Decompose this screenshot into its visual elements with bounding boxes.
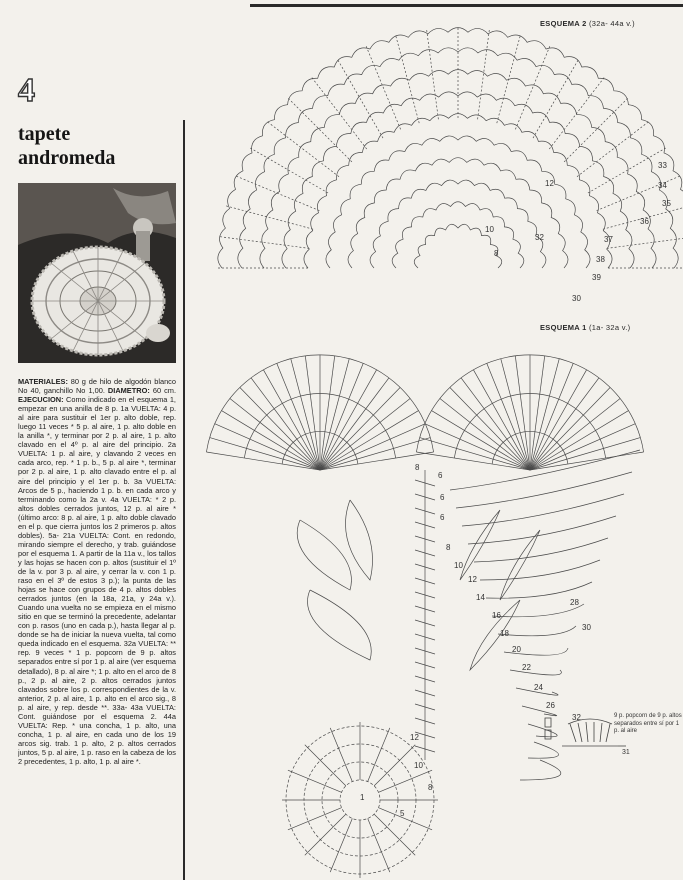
scheme-1-fan-rib: [291, 359, 320, 470]
scheme-1-round-number: 20: [512, 645, 521, 654]
scheme-1-fan-rib: [264, 370, 321, 470]
scheme-1-fan-rib: [530, 370, 587, 470]
execution-label: EJECUCION:: [18, 395, 64, 405]
scheme-1-fan-rib: [416, 452, 530, 470]
scheme-1-fan-rib: [530, 452, 644, 470]
scheme-2-round-number: 38: [596, 255, 605, 264]
scheme-1-net: [510, 670, 561, 675]
scheme-2-round-number: 30: [572, 294, 581, 303]
scheme-1-fan-rib: [210, 438, 320, 470]
scheme-1-fan-rib: [320, 438, 430, 470]
legend-text: 9 p. popcorn de 9 p. altos separados entre sí por 1 p. al aire: [614, 713, 682, 734]
scheme-2-round-number: 34: [658, 181, 667, 190]
title-line-1: tapete: [18, 123, 71, 145]
scheme-2-round-number: 8: [494, 249, 499, 258]
scheme-1-fan-rib: [530, 359, 559, 470]
scheme-2-round-number: 32: [535, 233, 544, 242]
scheme-2-radial: [220, 237, 309, 249]
scheme-1-round-number: 10: [414, 761, 423, 770]
scheme-1-leaf: [460, 510, 500, 580]
scheme-1-net: [456, 472, 632, 508]
scheme-2-radial: [396, 36, 419, 123]
scheme-2-radial: [607, 237, 683, 249]
pattern-title: [18, 122, 183, 170]
pattern-number: 4: [18, 72, 35, 109]
doily-photo: [18, 183, 176, 363]
scheme-1-round-number: 8: [446, 543, 451, 552]
scheme-1-net: [450, 450, 640, 490]
scheme-1-round-number: 1: [360, 793, 365, 802]
scheme-2-round-number: 36: [640, 217, 649, 226]
materials-label: MATERIALES:: [18, 377, 68, 386]
scheme-1-fan-rib: [206, 452, 320, 470]
legend-round-number: 31: [622, 749, 630, 756]
scheme-1-fan-rib: [501, 359, 530, 470]
scheme-2-radial: [478, 30, 490, 119]
scheme-1-round-number: 6: [440, 513, 445, 522]
scheme-1-leaf: [297, 520, 351, 590]
diameter-text: 60 cm.: [152, 386, 176, 396]
top-rule: [250, 4, 683, 7]
scheme-2-diagram: [200, 18, 683, 328]
scheme-2-range: (32a- 44a v.): [589, 19, 635, 28]
scheme-1-round-number: 14: [476, 593, 485, 602]
scheme-1-fan-rib: [474, 370, 531, 470]
scheme-1-round-number: 32: [572, 713, 581, 722]
scheme-1-net: [498, 626, 576, 636]
execution-text: Como indicado en el esquema 1, empezar en una anilla de 8 p. 1a VUELTA: 4 p. al aire para sustituir el 1er p. alto doble, rep. luego 11 veces * 5 p. al aire, 1 p. alto doble en la anilla *, y terminar por 2 p. al aire, 1 p. alto clavado en el 4º p. al aire del principio. 2a VUELTA: 1 p. al aire, y clavando 2 veces en cada arco, rep. * 1 p. b., 5 p. al aire *, terminar por 2 p. al aire, 1 p. alto clavado entre el p. al aire del principio y el 1er p. b. 3a VUELTA: Arcos de 5 p., haciendo 1 p. b. en cada arco y terminando como la 2a v. 4a VUELTA: * 2 p. altos dobles cerrados juntos, 12 p. al aire * (último arco: 8 p. al aire, 1 p. alto doble clavado en el p. que cierra juntos los 2 primeros p. altos dobles). 5a- 21a VUELTA: Cont. en redondo, mirando siempre el derecho, y trab. guiándose por el esquema 1. A partir de la 11a v., los tallos y las hojas se hacen con p. altos (sustituir el 1º de la v. por 3 p. al aire, y cerrar la v. con 1 p. raso en el 3º de estos 3 p.); la punta de las hojas se hace con grupos de 4 p. altos dobles cerrados juntos (en la 18a, 21a, y 24a v.). Cuando una vuelta no se empieza en el mismo sitio en que se terminó la precedente, adelantar con p. rasos (uno en cada p.), hasta llegar al p. donde se ha de iniciar la nueva vuelta, tal como queda indicado en el esquema. 32a VUELTA: ** rep. 9 veces * 1 p. popcorn de 9 p. altos separados entre sí por 1 p. al aire (ver esquema detallado), 8 p. al aire *; 1 p. alto en el arco de 8 p., 2 p. al aire, 2 p. altos cerrados juntos clavados sobre los p. correspondientes de la v. anterior, 2 p. al aire, 1 p. alto en el arco sig., 8 p. al aire, y rep. desde **. 33a- 43a VUELTA: Cont. guiándose por el esquema 2. 44a VUELTA: Rep. * una concha, 1 p. alto, una concha, 1 p. al aire, en cada uno de los 19 arcos sig. trab. 1 p. alto, 2 p. altos cerrados juntos, 5 p. al aire, 1 p. raso en la cabeza de los 2 precedentes, 1 p. alto, 1 p. al aire *.: [18, 395, 176, 766]
scheme-1-round-number: 8: [415, 463, 420, 472]
scheme-2-radial: [427, 30, 439, 119]
scheme-1-net: [468, 516, 616, 544]
scheme-2-arc-row: [348, 158, 568, 268]
title-line-2: andromeda: [18, 147, 116, 169]
scheme-1-diagram: [200, 330, 683, 880]
scheme-1-chart: [200, 330, 683, 880]
scheme-2-arc-row: [392, 202, 524, 268]
scheme-2-round-number: 33: [658, 161, 667, 170]
scheme-2-arc-row: [370, 180, 546, 268]
scheme-2-round-number: 10: [485, 225, 494, 234]
scheme-1-round-number: 12: [410, 733, 419, 742]
scheme-2-title: ESQUEMA 2: [540, 19, 587, 28]
scheme-1-round-number: 8: [428, 783, 433, 792]
scheme-1-title: ESQUEMA 1: [540, 323, 587, 332]
scheme-2-radial: [338, 60, 383, 138]
scheme-1-round-number: 24: [534, 683, 543, 692]
scheme-1-round-number: 18: [500, 629, 509, 638]
scheme-1-round-number: 6: [440, 493, 445, 502]
scheme-1-net: [474, 538, 608, 562]
diameter-label: DIAMETRO:: [107, 386, 150, 396]
scheme-1-fan-rib: [320, 370, 377, 470]
scheme-2-arc-row: [260, 70, 656, 268]
scheme-1-round-number: 6: [438, 471, 443, 480]
materials-text: 80 g de hilo de algodón blanco No 40, ganchillo No 1,00.: [18, 377, 176, 396]
column-divider: [183, 120, 185, 880]
scheme-2-arc-row: [304, 114, 612, 268]
instructions-text: [18, 377, 176, 880]
scheme-2-radial: [250, 148, 328, 193]
scheme-1-round-number: 26: [546, 701, 555, 710]
scheme-1-range: (1a- 32a v.): [589, 323, 631, 332]
scheme-1-net: [480, 560, 600, 580]
scheme-1-round-number: 5: [400, 809, 405, 818]
scheme-2-round-number: 35: [662, 199, 671, 208]
scheme-1-round-number: 16: [492, 611, 501, 620]
scheme-1-leaf: [308, 590, 372, 660]
doily-photo-icon: [18, 183, 176, 363]
scheme-1-net: [520, 760, 561, 780]
scheme-1-round-number: 28: [570, 598, 579, 607]
scheme-2-radial: [497, 36, 520, 123]
scheme-1-round-number: 10: [454, 561, 463, 570]
scheme-2-round-number: 37: [604, 235, 613, 244]
scheme-1-net: [486, 582, 592, 598]
scheme-2-radial: [533, 60, 578, 138]
scheme-2-radial: [588, 148, 666, 193]
scheme-1-round-number: 22: [522, 663, 531, 672]
scheme-2-round-number: 12: [545, 179, 554, 188]
scheme-2-chart: [200, 18, 683, 328]
scheme-1-fan-rib: [320, 359, 349, 470]
scheme-2-radial: [226, 206, 313, 229]
scheme-1-round-number: 12: [468, 575, 477, 584]
scheme-1-fan-rib: [530, 438, 640, 470]
scheme-1-fan-rib: [420, 438, 530, 470]
scheme-2-round-number: 39: [592, 273, 601, 282]
scheme-1-round-number: 30: [582, 623, 591, 632]
